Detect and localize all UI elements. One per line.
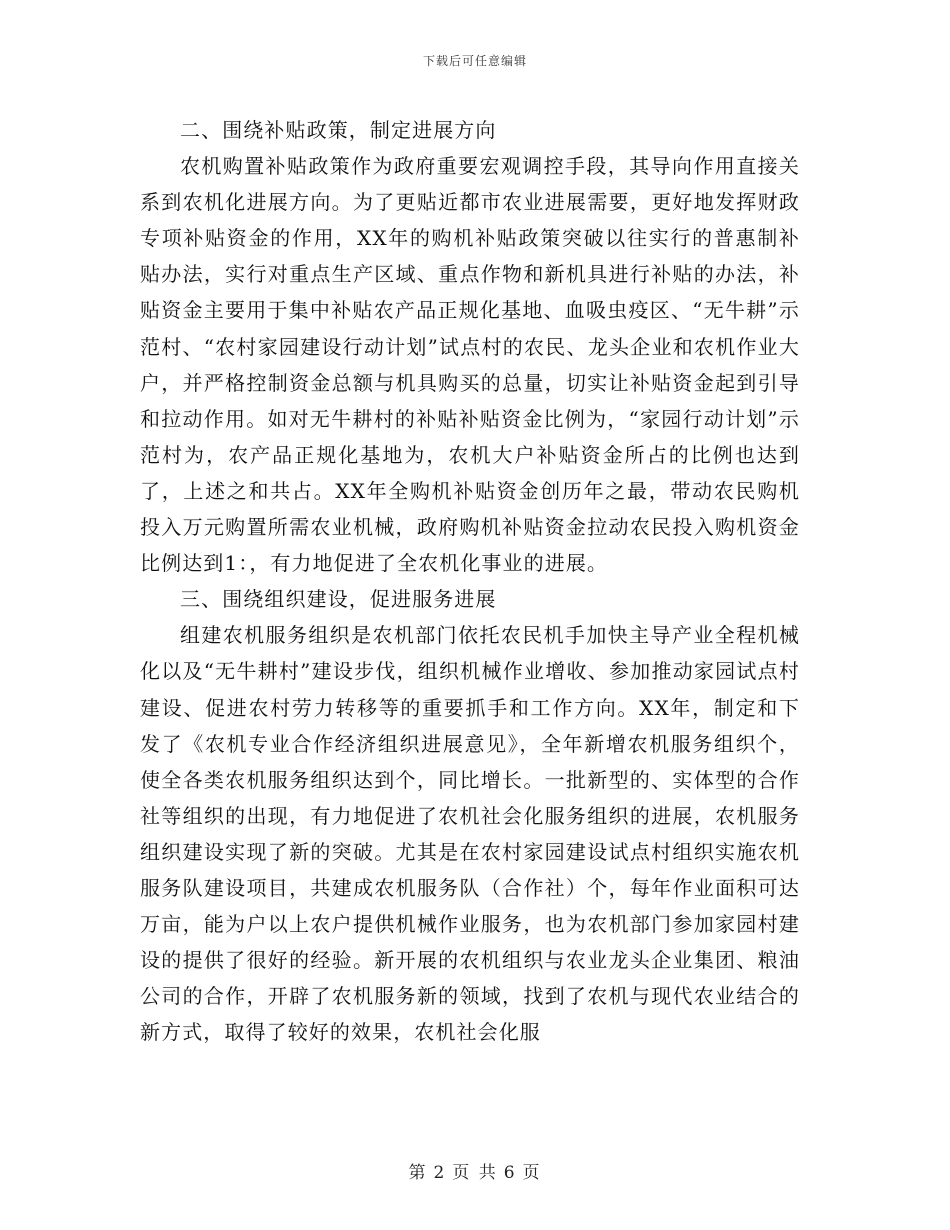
footer-suffix: 页	[522, 1163, 542, 1183]
footer-total-pages: 6	[503, 1163, 517, 1183]
footer-middle: 页 共	[452, 1163, 498, 1183]
footer-prefix: 第	[408, 1163, 428, 1183]
section-heading-2: 二、围绕补贴政策，制定进展方向	[180, 118, 497, 142]
section-paragraph-3: 组建农机服务组织是农机部门依托农民机手加快主导产业全程机械化以及“无牛耕村”建设步伐，组织机械作业增收、参加推动家园试点村建设、促进农村劳力转移等的重要抓手和工作方向。XX年，制定和下发了《农机专业合作经济组织进展意见》，全年新增农机服务组织个，使全各类农机服务组织达到个，同比增长。一批新型的、实体型的合作社等组织的出现，有力地促进了农机社会化服务组织的进展，农机服务组织建设实现了新的突破。尤其是在农村家园建设试点村组织实施农机服务队建设项目，共建成农机服务队（合作社）个，每年作业面积可达万亩，能为户以上农户提供机械作业服务，也为农机部门参加家园村建设的提供了很好的经验。新开展的农机组织与农业龙头企业集团、粮油公司的合作，开辟了农机服务新的领域，找到了农机与现代农业结合的新方式，取得了较好的效果，农机社会化服	[140, 623, 800, 1045]
page-header-note: 下载后可任意编辑	[422, 54, 527, 68]
document-body	[140, 112, 800, 1050]
section-paragraph-2: 农机购置补贴政策作为政府重要宏观调控手段，其导向作用直接关系到农机化进展方向。为了更贴近都市农业进展需要，更好地发挥财政专项补贴资金的作用，XX年的购机补贴政策突破以往实行的普惠制补贴办法，实行对重点生产区域、重点作物和新机具进行补贴的办法，补贴资金主要用于集中补贴农产品正规化基地、血吸虫疫区、“无牛耕”示范村、“农村家园建设行动计划”试点村的农民、龙头企业和农机作业大户，并严格控制资金总额与机具购买的总量，切实让补贴资金起到引导和拉动作用。如对无牛耕村的补贴补贴资金比例为，“家园行动计划”示范村为，农产品正规化基地为，农机大户补贴资金所占的比例也达到了，上述之和共占。XX年全购机补贴资金创历年之最，带动农民购机投入万元购置所需农业机械，政府购机补贴资金拉动农民投入购机资金比例达到1：，有力地促进了全农机化事业的进展。	[140, 154, 800, 576]
footer-current-page: 2	[433, 1163, 447, 1183]
section-heading-3: 三、围绕组织建设，促进服务进展	[180, 587, 497, 612]
page-number-footer	[0, 1158, 950, 1183]
